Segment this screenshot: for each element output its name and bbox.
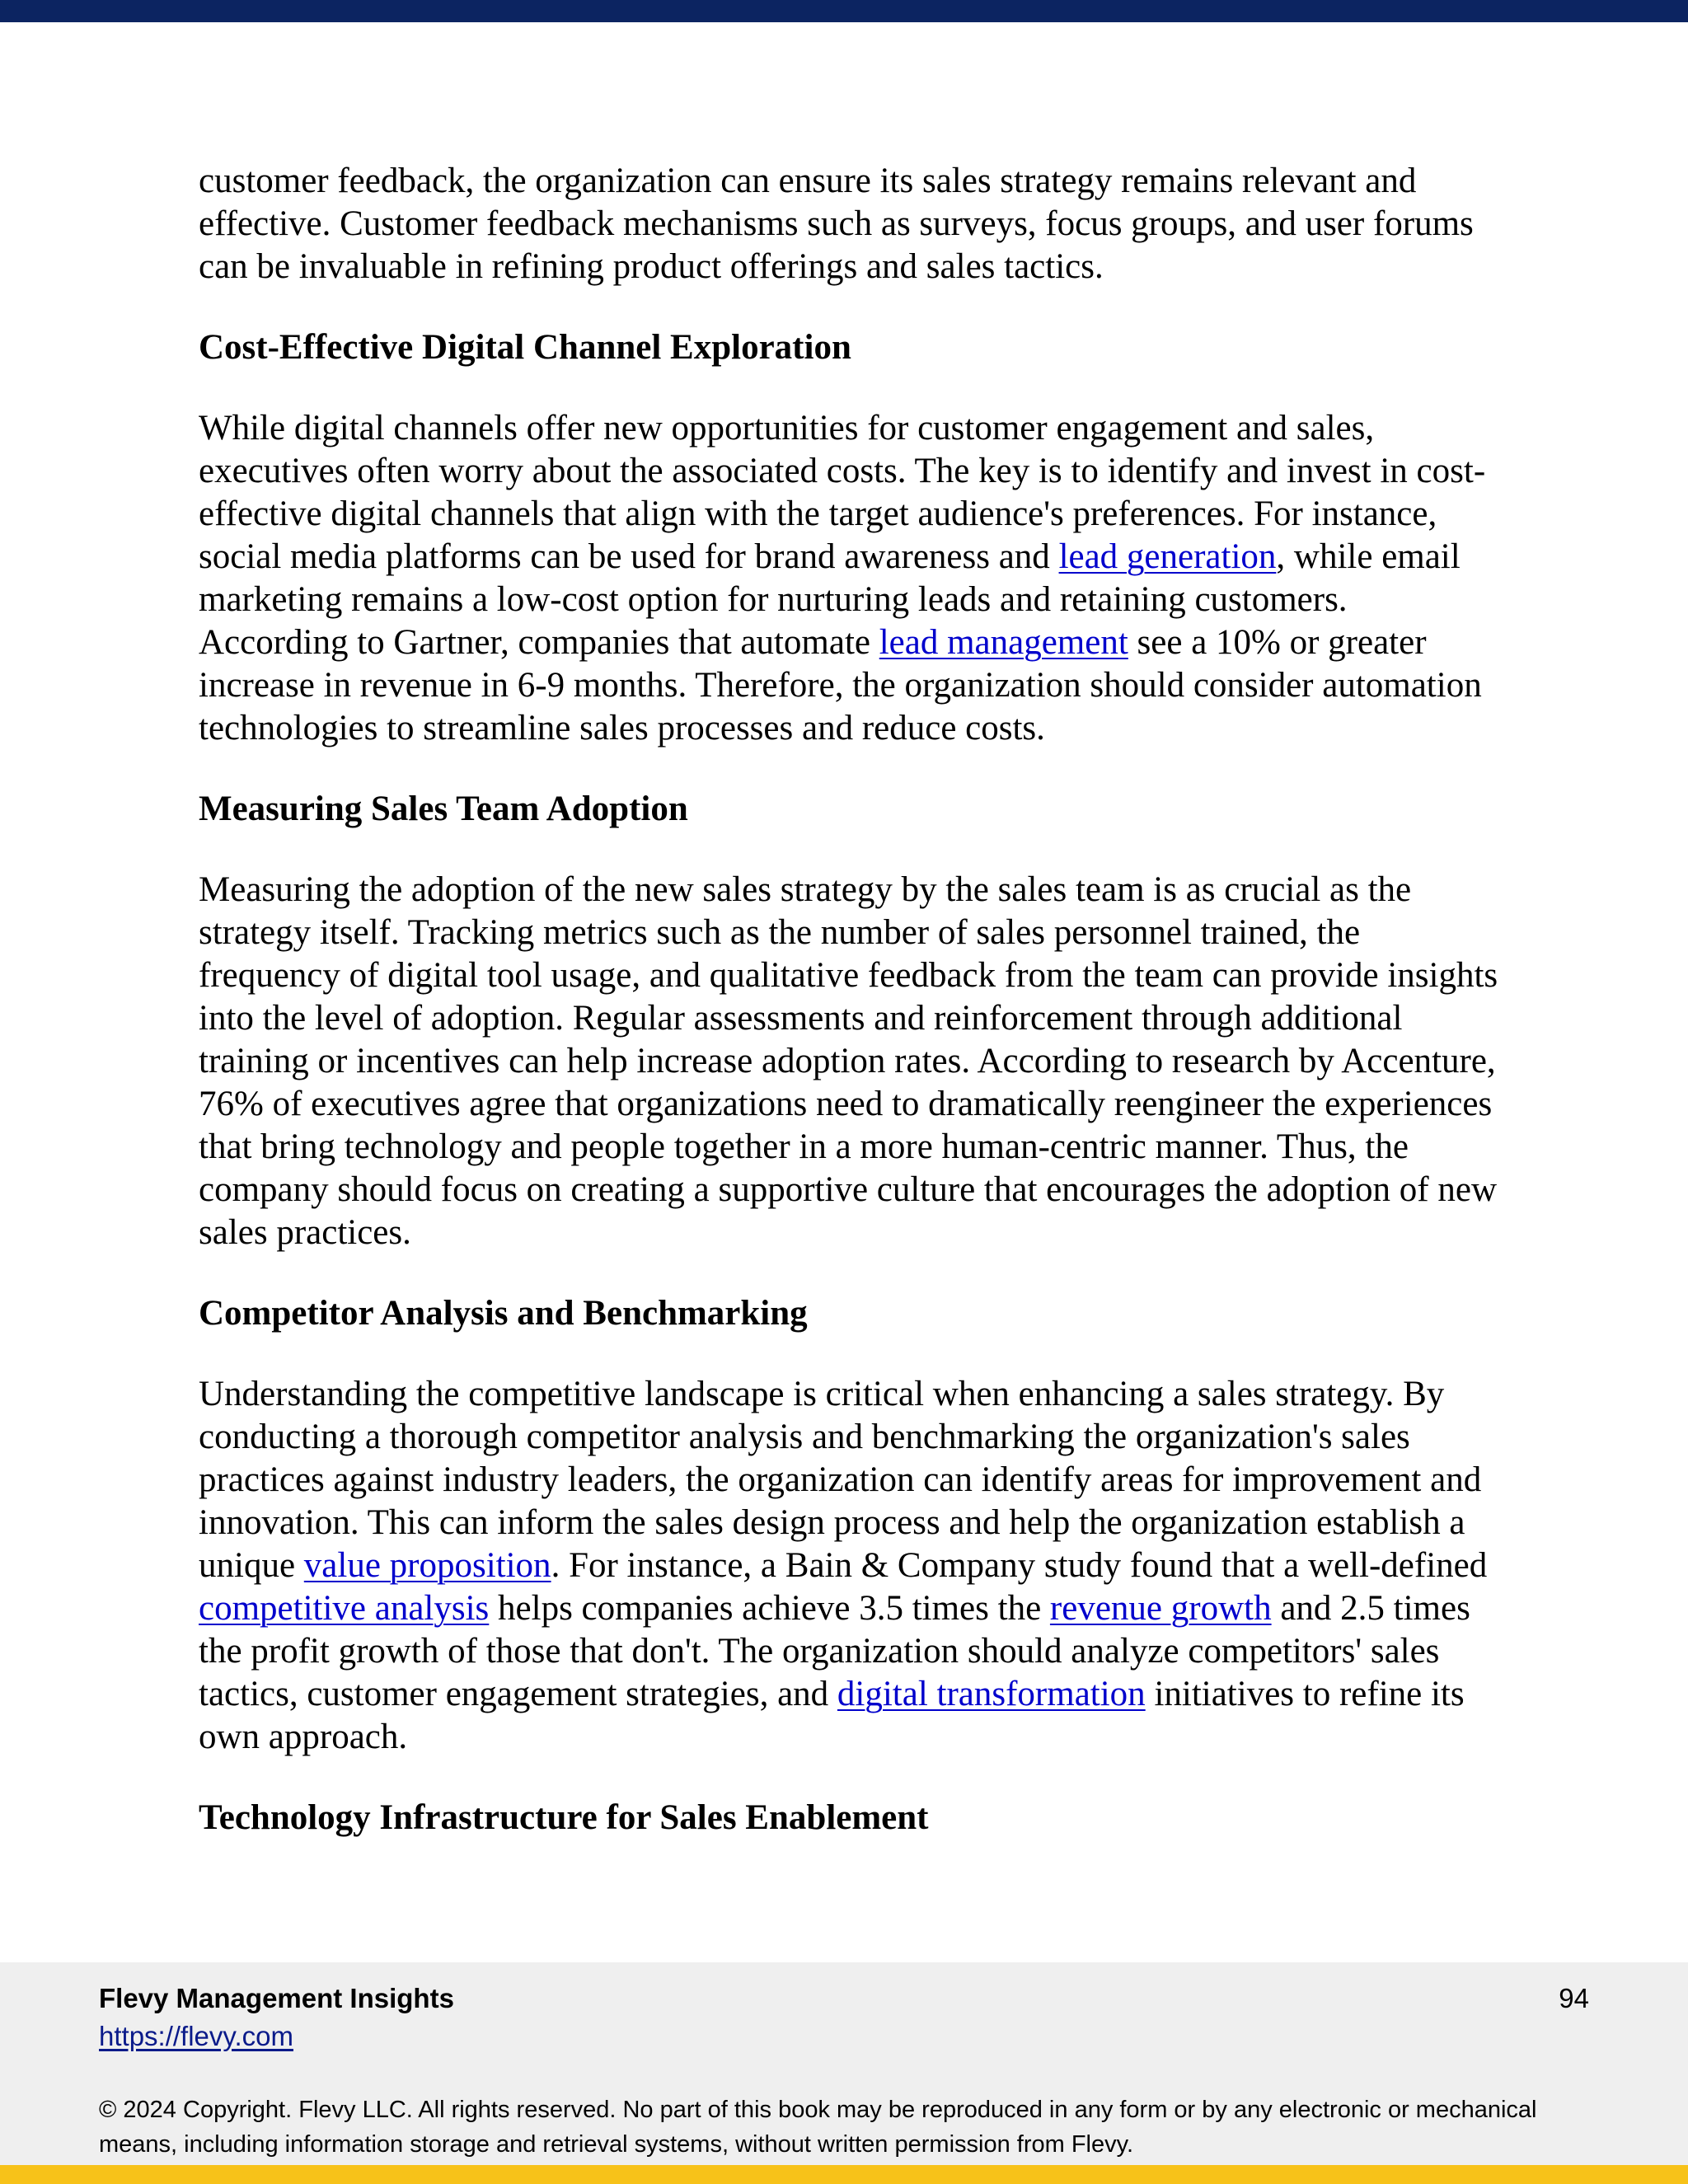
section-heading-adoption: Measuring Sales Team Adoption: [199, 790, 688, 828]
text-run: see a 10% or greater increase in revenue in 6-9 months. Therefore, the organization should consider automation technologies to streamline sales processes and reduce costs.: [199, 623, 1482, 748]
section-heading-digital-channels: Cost-Effective Digital Channel Exploration: [199, 328, 851, 367]
section-heading-competitor-analysis: Competitor Analysis and Benchmarking: [199, 1294, 808, 1333]
text-run: and 2.5 times the profit growth of those that don't. The organization should analyze competitors' sales tactics, customer engagement strategies, and: [199, 1589, 1470, 1713]
top-accent-band: [0, 0, 1688, 22]
link-lead-management[interactable]: lead management: [879, 623, 1128, 662]
paragraph-digital-channels: [199, 407, 1501, 750]
link-digital-transformation[interactable]: digital transformation: [837, 1675, 1146, 1713]
text-run: , while email marketing remains a low-cost option for nurturing leads and retaining customers. According to Gartner, companies that automate: [199, 537, 1461, 662]
text-run: While digital channels offer new opportunities for customer engagement and sales, executives often worry about the associated costs. The key is to identify and invest in cost-effective digital channels that align with the target audience's preferences. For instance, social media platforms can be used for brand awareness and: [199, 409, 1486, 576]
text-run: initiatives to refine its own approach.: [199, 1675, 1465, 1756]
intro-paragraph: customer feedback, the organization can ensure its sales strategy remains relevant and effective. Customer feedback mechanisms such as surveys, focus groups, and user forums can be invaluable in refining product offerings and sales tactics.: [199, 162, 1474, 286]
paragraph-competitor-analysis: [199, 1373, 1501, 1759]
paragraph-adoption: Measuring the adoption of the new sales strategy by the sales team is as crucial as the strategy itself. Tracking metrics such as the number of sales personnel trained, the frequency of digital tool usage, and qualitative feedback from the team can provide insights into the level of adoption. Regular assessments and reinforcement through additional training or incentives can help increase adoption rates. According to research by Accenture, 76% of executives agree that organizations need to dramatically reengineer the experiences that bring technology and people together in a more human-centric manner. Thus, the company should focus on creating a supportive culture that encourages the adoption of new sales practices.: [199, 870, 1498, 1252]
link-revenue-growth[interactable]: revenue growth: [1049, 1589, 1272, 1628]
page-footer: [0, 1962, 1688, 2165]
copyright-notice: © 2024 Copyright. Flevy LLC. All rights reserved. No part of this book may be reproduced in any form or by any electronic or mechanical means, including information storage and retrieval systems, without written permission from Flevy.: [99, 2097, 1537, 2158]
text-run: . For instance, a Bain & Company study found that a well-defined: [551, 1546, 1488, 1585]
link-lead-generation[interactable]: lead generation: [1058, 537, 1277, 576]
footer-brand: Flevy Management Insights: [99, 1983, 454, 2013]
link-competitive-analysis[interactable]: competitive analysis: [199, 1589, 490, 1628]
page-body: [199, 160, 1501, 1877]
footer-site-link[interactable]: https://flevy.com: [99, 2021, 293, 2051]
text-run: helps companies achieve 3.5 times the: [489, 1589, 1050, 1628]
bottom-accent-band: [0, 2165, 1688, 2184]
text-run: Understanding the competitive landscape is critical when enhancing a sales strategy. By conducting a thorough competitor analysis and benchmarking the organization's sales practices against industry leaders, the organization can identify areas for improvement and innovation. This can inform the sales design process and help the organization establish a unique: [199, 1375, 1482, 1585]
section-heading-technology-infrastructure: Technology Infrastructure for Sales Enablement: [199, 1798, 929, 1837]
link-value-proposition[interactable]: value proposition: [303, 1546, 551, 1585]
page-number: 94: [1559, 1983, 1589, 2013]
